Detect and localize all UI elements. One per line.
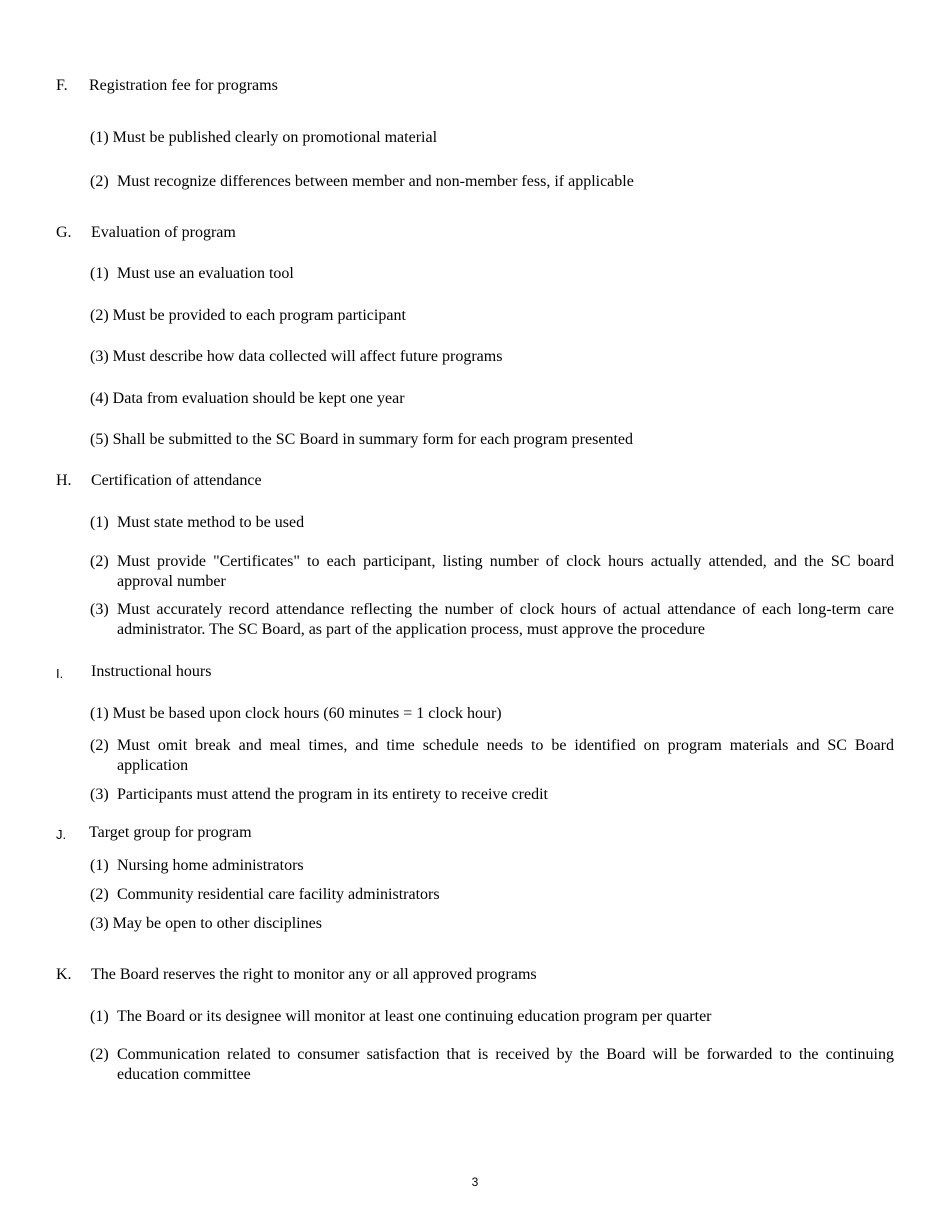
item-number: (2) xyxy=(90,1046,109,1063)
item-text: Data from evaluation should be kept one year xyxy=(112,390,405,407)
item-text: Community residential care facility administrators xyxy=(117,886,440,903)
list-item xyxy=(90,389,894,409)
section-letter: F. xyxy=(56,77,68,94)
section-heading: Evaluation of program xyxy=(91,224,236,241)
item-number: (2) xyxy=(90,307,109,324)
section-heading: Target group for program xyxy=(89,824,252,841)
item-number: (3) xyxy=(90,348,109,365)
item-text: Nursing home administrators xyxy=(117,857,304,874)
item-text: Must recognize differences between member and non-member fess, if applicable xyxy=(117,173,634,190)
item-text: Must describe how data collected will affect future programs xyxy=(112,348,503,365)
item-text: May be open to other disciplines xyxy=(112,915,322,932)
item-number: (4) xyxy=(90,390,109,407)
item-text: Must be based upon clock hours (60 minutes = 1 clock hour) xyxy=(112,705,502,722)
item-text: Communication related to consumer satisfaction that is received by the Board will be forwarded to the continuing education committee xyxy=(117,1046,894,1083)
item-text: Must accurately record attendance reflecting the number of clock hours of actual attendance of each long-term care administrator. The SC Board, as part of the application process, must approve the procedure xyxy=(117,601,894,638)
section-letter: I. xyxy=(56,666,64,681)
list-item xyxy=(90,914,894,934)
item-text: Must state method to be used xyxy=(117,514,305,531)
item-number: (1) xyxy=(90,265,109,282)
item-text: Must provide "Certificates" to each participant, listing number of clock hours actually attended, and the SC board approval number xyxy=(117,553,894,590)
list-item xyxy=(90,430,894,450)
item-number: (2) xyxy=(90,886,109,903)
item-number: (3) xyxy=(90,786,109,803)
section-letter: H. xyxy=(56,472,72,489)
item-text: The Board or its designee will monitor at least one continuing education program per quarter xyxy=(117,1008,712,1025)
list-item xyxy=(90,128,894,148)
item-text: Participants must attend the program in its entirety to receive credit xyxy=(117,786,548,803)
page-number: 3 xyxy=(471,1175,479,1189)
item-number: (1) xyxy=(90,705,109,722)
item-number: (1) xyxy=(90,514,109,531)
item-number: (2) xyxy=(90,173,109,190)
section-letter: K. xyxy=(56,966,72,983)
item-number: (2) xyxy=(90,553,109,570)
item-number: (1) xyxy=(90,857,109,874)
item-number: (3) xyxy=(90,601,109,618)
item-number: (3) xyxy=(90,915,109,932)
item-text: Shall be submitted to the SC Board in summary form for each program presented xyxy=(112,431,633,448)
section-letter: J. xyxy=(56,827,67,842)
item-text: Must be published clearly on promotional material xyxy=(112,129,438,146)
section-heading: Registration fee for programs xyxy=(89,77,278,94)
section-heading: Certification of attendance xyxy=(91,472,262,489)
section-heading: Instructional hours xyxy=(91,663,212,680)
item-text: Must be provided to each program participant xyxy=(112,307,406,324)
item-number: (2) xyxy=(90,737,109,754)
section-heading: The Board reserves the right to monitor any or all approved programs xyxy=(91,966,537,983)
item-text: Must omit break and meal times, and time schedule needs to be identified on program materials and SC Board application xyxy=(117,737,894,774)
list-item xyxy=(90,704,894,724)
list-item xyxy=(90,306,894,326)
list-item xyxy=(90,347,894,367)
item-number: (5) xyxy=(90,431,109,448)
item-text: Must use an evaluation tool xyxy=(117,265,294,282)
section-letter: G. xyxy=(56,224,72,241)
item-number: (1) xyxy=(90,1008,109,1025)
item-number: (1) xyxy=(90,129,109,146)
